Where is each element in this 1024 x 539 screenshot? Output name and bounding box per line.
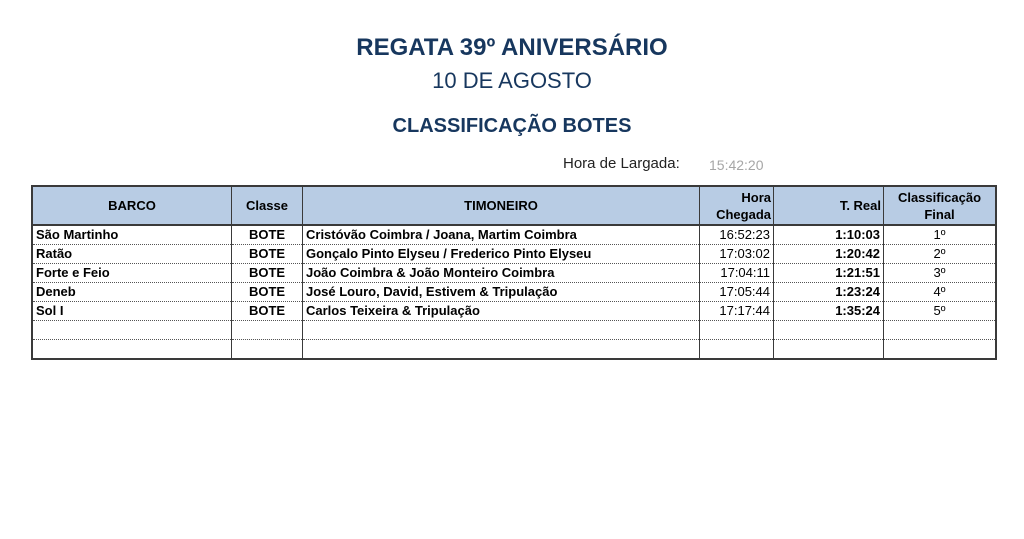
table-header-row	[32, 186, 996, 225]
cell-t-real: 1:20:42	[774, 245, 884, 264]
start-time-label: Hora de Largada:	[563, 155, 680, 172]
cell-classe: BOTE	[232, 302, 303, 321]
cell-classe: BOTE	[232, 283, 303, 302]
cell-empty	[774, 340, 884, 360]
cell-empty	[884, 340, 997, 360]
cell-classe: BOTE	[232, 225, 303, 245]
table-row	[32, 225, 996, 245]
cell-classificacao: 5º	[884, 302, 997, 321]
results-table	[31, 185, 997, 360]
column-header-t-real: T. Real	[774, 186, 884, 225]
cell-empty	[303, 321, 700, 340]
cell-hora-chegada: 17:03:02	[700, 245, 774, 264]
cell-barco: Deneb	[32, 283, 232, 302]
column-header-classificacao	[884, 186, 997, 225]
table-row	[32, 302, 996, 321]
cell-empty	[32, 321, 232, 340]
table-row	[32, 283, 996, 302]
cell-empty	[700, 321, 774, 340]
table-row	[32, 245, 996, 264]
cell-empty	[884, 321, 997, 340]
column-header-barco: BARCO	[32, 186, 232, 225]
cell-classificacao: 3º	[884, 264, 997, 283]
start-time-value: 15:42:20	[709, 157, 764, 173]
table-row	[32, 264, 996, 283]
cell-barco: Sol I	[32, 302, 232, 321]
column-header-line: Hora	[741, 189, 771, 205]
cell-barco: Forte e Feio	[32, 264, 232, 283]
cell-empty	[232, 340, 303, 360]
cell-barco: São Martinho	[32, 225, 232, 245]
cell-hora-chegada: 16:52:23	[700, 225, 774, 245]
cell-timoneiro: Cristóvão Coimbra / Joana, Martim Coimbra	[303, 225, 700, 245]
cell-empty	[303, 340, 700, 360]
cell-classe: BOTE	[232, 245, 303, 264]
cell-t-real: 1:21:51	[774, 264, 884, 283]
cell-hora-chegada: 17:05:44	[700, 283, 774, 302]
cell-t-real: 1:35:24	[774, 302, 884, 321]
cell-t-real: 1:10:03	[774, 225, 884, 245]
column-header-line: Final	[924, 206, 955, 222]
cell-t-real: 1:23:24	[774, 283, 884, 302]
column-header-line: Chegada	[716, 206, 771, 222]
column-header-timoneiro: TIMONEIRO	[303, 186, 700, 225]
cell-hora-chegada: 17:04:11	[700, 264, 774, 283]
cell-classificacao: 4º	[884, 283, 997, 302]
cell-empty	[774, 321, 884, 340]
table-row-empty	[32, 340, 996, 360]
table-row-empty	[32, 321, 996, 340]
cell-timoneiro: Gonçalo Pinto Elyseu / Frederico Pinto Elyseu	[303, 245, 700, 264]
column-header-hora-chegada	[700, 186, 774, 225]
cell-empty	[700, 340, 774, 360]
cell-classificacao: 1º	[884, 225, 997, 245]
column-header-line: Classificação	[897, 189, 982, 205]
cell-timoneiro: João Coimbra & João Monteiro Coimbra	[303, 264, 700, 283]
cell-empty	[32, 340, 232, 360]
cell-classe: BOTE	[232, 264, 303, 283]
cell-hora-chegada: 17:17:44	[700, 302, 774, 321]
cell-empty	[232, 321, 303, 340]
page-subtitle: CLASSIFICAÇÃO BOTES	[392, 115, 632, 137]
cell-timoneiro: José Louro, David, Estivem & Tripulação	[303, 283, 700, 302]
event-date: 10 DE AGOSTO	[432, 68, 592, 93]
cell-timoneiro: Carlos Teixeira & Tripulação	[303, 302, 700, 321]
cell-barco: Ratão	[32, 245, 232, 264]
column-header-classe: Classe	[232, 186, 303, 225]
cell-classificacao: 2º	[884, 245, 997, 264]
page-title: REGATA 39º ANIVERSÁRIO	[356, 34, 668, 61]
